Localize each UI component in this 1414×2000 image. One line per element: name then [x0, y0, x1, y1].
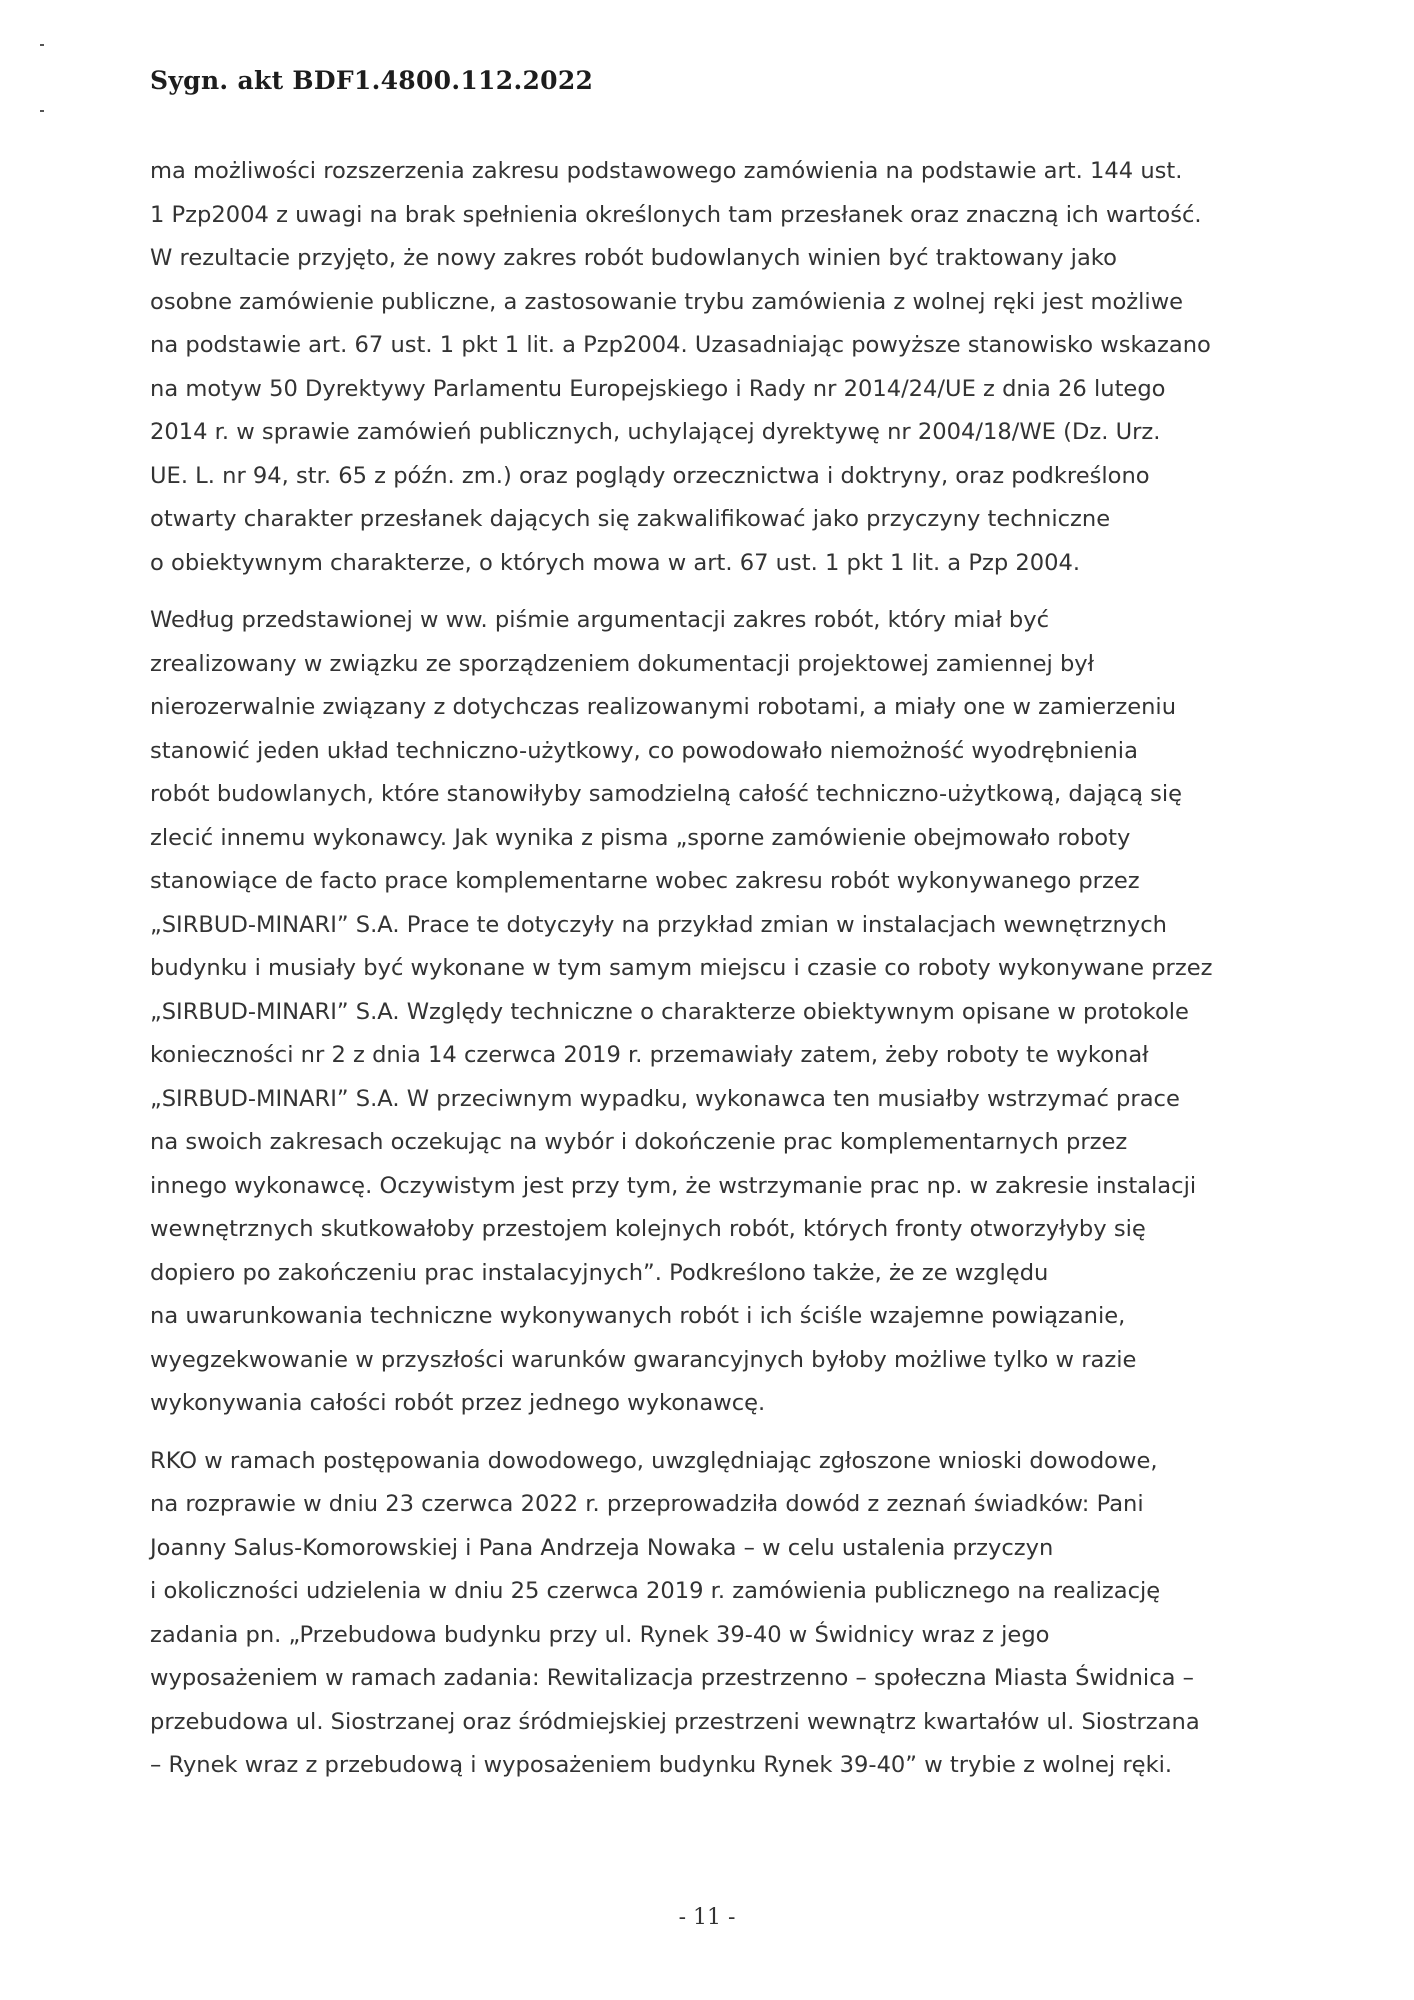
text-line: stanowić jeden układ techniczno-użytkowy, co powodowało niemożność wyodrębnienia [150, 737, 1138, 764]
text-line: wyegzekwowanie w przyszłości warunków gwarancyjnych byłoby możliwe tylko w razie [150, 1346, 1137, 1373]
text-line: wewnętrznych skutkowałoby przestojem kolejnych robót, których fronty otworzyłyby się [150, 1216, 1146, 1242]
text-line: otwarty charakter przesłanek dających się zakwalifikować jako przyczyny techniczne [150, 506, 1111, 532]
text-line: na swoich zakresach oczekując na wybór i dokończenie prac komplementarnych przez [150, 1129, 1128, 1155]
text-line: na uwarunkowania techniczne wykonywanych robót i ich ściśle wzajemne powiązanie, [150, 1303, 1126, 1329]
text-line: budynku i musiały być wykonane w tym samym miejscu i czasie co roboty wykonywane przez [150, 955, 1213, 981]
text-line: dopiero po zakończeniu prac instalacyjnych”. Podkreślono także, że ze względu [150, 1259, 1049, 1286]
paragraph [150, 1440, 1260, 1788]
paragraph [150, 150, 1260, 585]
scan-mark [40, 110, 44, 112]
case-reference: Sygn. akt BDF1.4800.112.2022 [150, 66, 594, 95]
text-line: W rezultacie przyjęto, że nowy zakres robót budowlanych winien być traktowany jako [150, 245, 1117, 271]
text-line: UE. L. nr 94, str. 65 z późn. zm.) oraz poglądy orzecznictwa i doktryny, oraz podkreślono [150, 462, 1150, 489]
text-line: „SIRBUD-MINARI” S.A. Względy techniczne o charakterze obiektywnym opisane w protokole [150, 998, 1189, 1025]
text-line: na motyw 50 Dyrektywy Parlamentu Europejskiego i Rady nr 2014/24/UE z dnia 26 lutego [150, 375, 1166, 402]
text-line: i okoliczności udzielenia w dniu 25 czerwca 2019 r. zamówienia publicznego na realizację [150, 1578, 1161, 1604]
text-line: zadania pn. „Przebudowa budynku przy ul. Rynek 39-40 w Świdnicy wraz z jego [150, 1621, 1050, 1648]
text-line: Według przedstawionej w ww. piśmie argumentacji zakres robót, który miał być [150, 607, 1050, 633]
text-line: na podstawie art. 67 ust. 1 pkt 1 lit. a Pzp2004. Uzasadniając powyższe stanowisko wskazano [150, 332, 1211, 358]
document-body [150, 150, 1260, 1802]
text-line: stanowiące de facto prace komplementarne wobec zakresu robót wykonywanego przez [150, 868, 1140, 894]
text-line: 1 Pzp2004 z uwagi na brak spełnienia określonych tam przesłanek oraz znaczną ich wartość. [150, 201, 1202, 228]
text-line: zlecić innemu wykonawcy. Jak wynika z pisma „sporne zamówienie obejmowało roboty [150, 824, 1131, 851]
text-line: o obiektywnym charakterze, o których mowa w art. 67 ust. 1 pkt 1 lit. a Pzp 2004. [150, 549, 1081, 576]
page-number: - 11 - [678, 1905, 736, 1930]
text-line: „SIRBUD-MINARI” S.A. W przeciwnym wypadku, wykonawca ten musiałby wstrzymać prace [150, 1085, 1180, 1112]
text-line: osobne zamówienie publiczne, a zastosowanie trybu zamówienia z wolnej ręki jest możliwe [150, 288, 1184, 315]
text-line: Joanny Salus-Komorowskiej i Pana Andrzeja Nowaka – w celu ustalenia przyczyn [150, 1534, 1054, 1561]
text-line: na rozprawie w dniu 23 czerwca 2022 r. przeprowadziła dowód z zeznań świadków: Pani [150, 1491, 1144, 1517]
text-line: przebudowa ul. Siostrzanej oraz śródmiejskiej przestrzeni wewnątrz kwartałów ul. Siostrzana [150, 1708, 1200, 1735]
text-line: ma możliwości rozszerzenia zakresu podstawowego zamówienia na podstawie art. 144 ust. [150, 158, 1183, 184]
text-line: zrealizowany w związku ze sporządzeniem dokumentacji projektowej zamiennej był [150, 650, 1095, 677]
paragraph [150, 599, 1260, 1426]
text-line: 2014 r. w sprawie zamówień publicznych, uchylającej dyrektywę nr 2004/18/WE (Dz. Urz. [150, 419, 1161, 445]
text-line: innego wykonawcę. Oczywistym jest przy tym, że wstrzymanie prac np. w zakresie instalacji [150, 1172, 1197, 1199]
text-line: wyposażeniem w ramach zadania: Rewitalizacja przestrzenno – społeczna Miasta Świdnica – [150, 1665, 1194, 1691]
text-line: wykonywania całości robót przez jednego wykonawcę. [150, 1390, 766, 1416]
text-line: robót budowlanych, które stanowiłyby samodzielną całość techniczno-użytkową, dającą się [150, 781, 1183, 807]
text-line: konieczności nr 2 z dnia 14 czerwca 2019 r. przemawiały zatem, żeby roboty te wykonał [150, 1042, 1149, 1068]
text-line: – Rynek wraz z przebudową i wyposażeniem budynku Rynek 39-40” w trybie z wolnej ręki. [150, 1752, 1173, 1778]
scan-mark [40, 44, 44, 46]
text-line: „SIRBUD-MINARI” S.A. Prace te dotyczyły na przykład zmian w instalacjach wewnętrznych [150, 911, 1167, 938]
text-line: RKO w ramach postępowania dowodowego, uwzględniając zgłoszone wnioski dowodowe, [150, 1447, 1158, 1474]
text-line: nierozerwalnie związany z dotychczas realizowanymi robotami, a miały one w zamierzeniu [150, 694, 1177, 720]
